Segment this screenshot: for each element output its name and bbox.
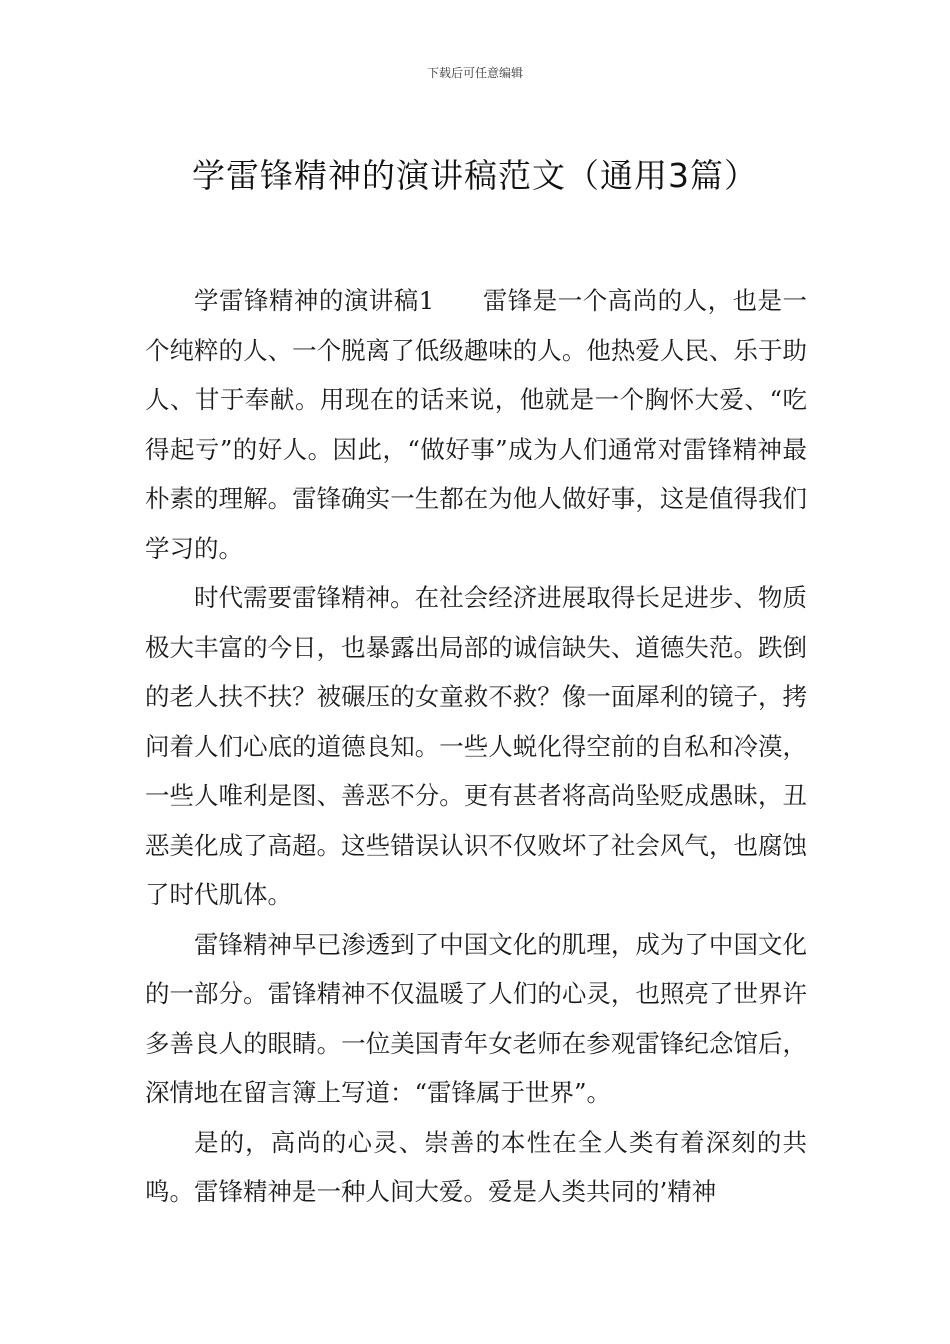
- document-title: 学雷锋精神的演讲稿范文（通用3篇）: [192, 156, 758, 196]
- paragraph-4: 是的，高尚的心灵、崇善的本性在全人类有着深刻的共鸣。雷锋精神是一种人间大爱。爱是人类共同的’精神: [145, 1127, 807, 1206]
- section-label: 学雷锋精神的演讲稿1: [194, 286, 435, 315]
- paragraph-2: 时代需要雷锋精神。在社会经济进展取得长足进步、物质极大丰富的今日，也暴露出局部的诚信缺失、道德失范。跌倒的老人扶不扶？被碾压的女童救不救？像一面犀利的镜子，拷问着人们心底的道德良知。一些人蜕化得空前的自私和冷漠，一些人唯利是图、善恶不分。更有甚者将高尚坠贬成愚昧，丑恶美化成了高超。这些错误认识不仅败坏了社会风气，也腐蚀了时代肌体。: [145, 583, 807, 909]
- paragraph-1-text: 雷锋是一个高尚的人，也是一个纯粹的人、一个脱离了低级趣味的人。他热爱人民、乐于助人、甘于奉献。用现在的话来说，他就是一个胸怀大爱、“吃得起亏”的好人。因此，“做好事”成为人们通常对雷锋精神最朴素的理解。雷锋确实一生都在为他人做好事，这是值得我们学习的。: [145, 286, 807, 563]
- paragraph-1: [145, 276, 807, 573]
- paragraph-3: 雷锋精神早已渗透到了中国文化的肌理，成为了中国文化的一部分。雷锋精神不仅温暖了人们的心灵，也照亮了世界许多善良人的眼睛。一位美国青年女老师在参观雷锋纪念馆后，深情地在留言簿上写道：“雷锋属于世界”。: [145, 929, 807, 1107]
- document-body: [145, 276, 807, 1217]
- header-note: 下载后可任意编辑: [426, 66, 523, 80]
